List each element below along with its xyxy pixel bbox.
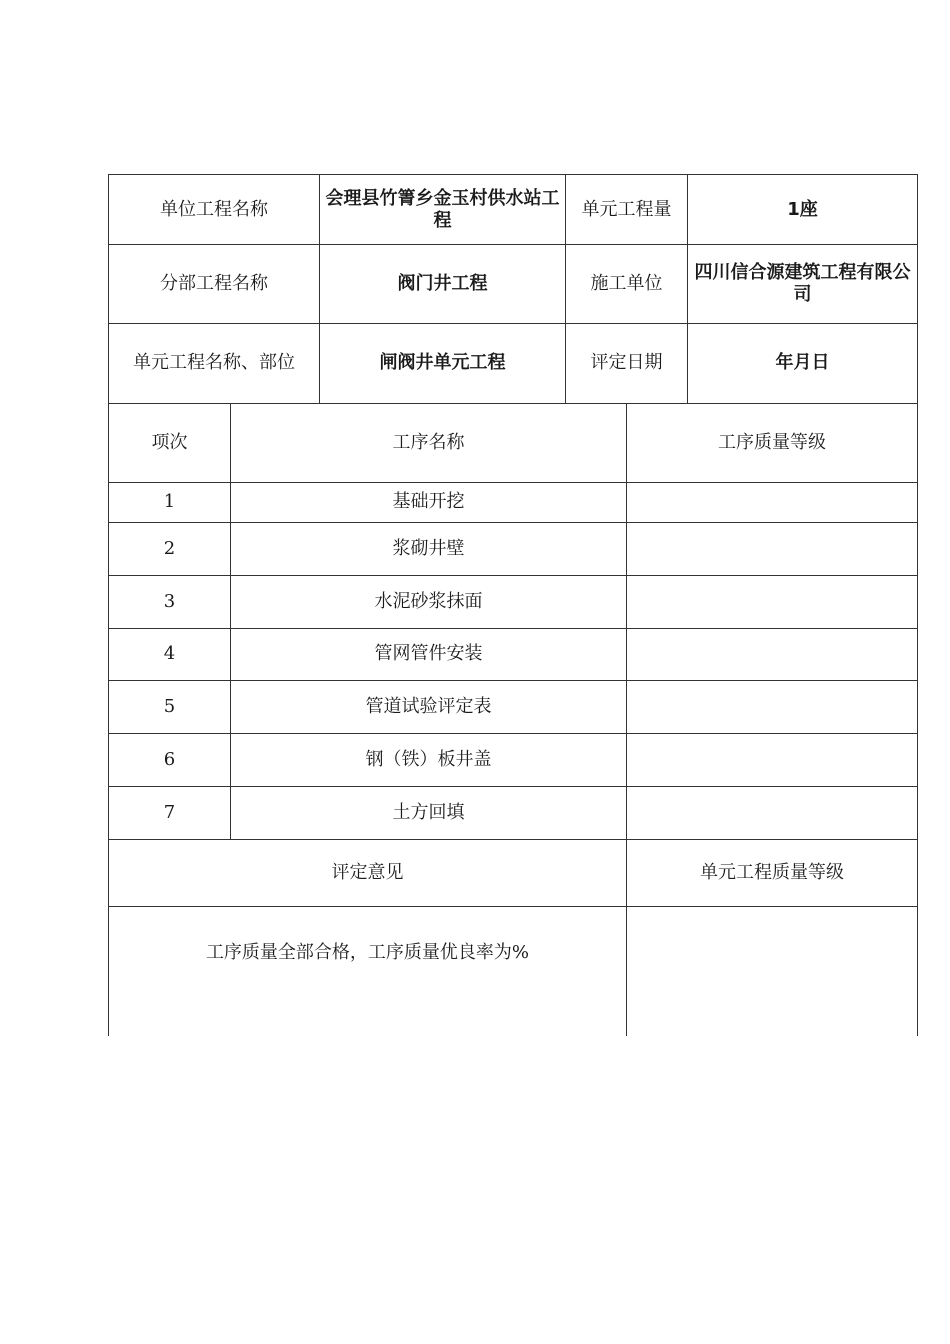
table-row <box>109 575 918 628</box>
element-grade-label: 单元工程质量等级 <box>627 839 918 906</box>
row-no: 1 <box>109 482 231 522</box>
row-process-grade[interactable] <box>627 786 918 839</box>
row-process-grade[interactable] <box>627 482 918 522</box>
construction-unit-label: 施工单位 <box>566 245 688 324</box>
element-grade-value[interactable] <box>627 906 918 1036</box>
table-row <box>109 482 918 522</box>
table-row <box>109 733 918 786</box>
row-process-name: 浆砌井壁 <box>231 522 627 575</box>
element-name-value: 闸阀井单元工程 <box>320 324 566 403</box>
evaluation-date-label: 评定日期 <box>566 324 688 403</box>
evaluation-date-value: 年月日 <box>688 324 918 403</box>
process-quality-table <box>108 403 918 1037</box>
row-process-grade[interactable] <box>627 680 918 733</box>
table-row <box>109 680 918 733</box>
unit-project-label: 单位工程名称 <box>109 175 320 245</box>
unit-project-value: 会理县竹箐乡金玉村供水站工程 <box>320 175 566 245</box>
table-row <box>109 786 918 839</box>
info-row-unit-project <box>109 175 918 245</box>
construction-unit-value: 四川信合源建筑工程有限公司 <box>688 245 918 324</box>
opinion-label: 评定意见 <box>109 839 627 906</box>
row-process-grade[interactable] <box>627 575 918 628</box>
row-process-name: 土方回填 <box>231 786 627 839</box>
division-project-value: 阀门井工程 <box>320 245 566 324</box>
column-header-process-name: 工序名称 <box>231 403 627 482</box>
row-process-grade[interactable] <box>627 628 918 680</box>
row-no: 4 <box>109 628 231 680</box>
row-process-name: 管道试验评定表 <box>231 680 627 733</box>
row-process-name: 钢（铁）板井盖 <box>231 733 627 786</box>
info-row-division-project <box>109 245 918 324</box>
info-row-element-name <box>109 324 918 403</box>
row-no: 2 <box>109 522 231 575</box>
row-process-name: 基础开挖 <box>231 482 627 522</box>
element-quantity-label: 单元工程量 <box>566 175 688 245</box>
column-header-process-grade: 工序质量等级 <box>627 403 918 482</box>
table-row <box>109 522 918 575</box>
opinion-text: 工序质量全部合格，工序质量优良率为% <box>205 942 530 964</box>
division-project-label: 分部工程名称 <box>109 245 320 324</box>
row-no: 6 <box>109 733 231 786</box>
column-header-no: 项次 <box>109 403 231 482</box>
row-process-grade[interactable] <box>627 733 918 786</box>
process-table-header <box>109 403 918 482</box>
element-name-label: 单元工程名称、部位 <box>109 324 320 403</box>
row-process-grade[interactable] <box>627 522 918 575</box>
evaluation-body-row <box>109 906 918 1036</box>
opinion-cell[interactable] <box>109 906 627 1036</box>
table-row <box>109 628 918 680</box>
element-quantity-value: 1座 <box>688 175 918 245</box>
row-process-name: 管网管件安装 <box>231 628 627 680</box>
project-info-table <box>108 174 918 403</box>
evaluation-form <box>108 174 917 1036</box>
row-process-name: 水泥砂浆抹面 <box>231 575 627 628</box>
row-no: 5 <box>109 680 231 733</box>
evaluation-header-row <box>109 839 918 906</box>
row-no: 7 <box>109 786 231 839</box>
row-no: 3 <box>109 575 231 628</box>
